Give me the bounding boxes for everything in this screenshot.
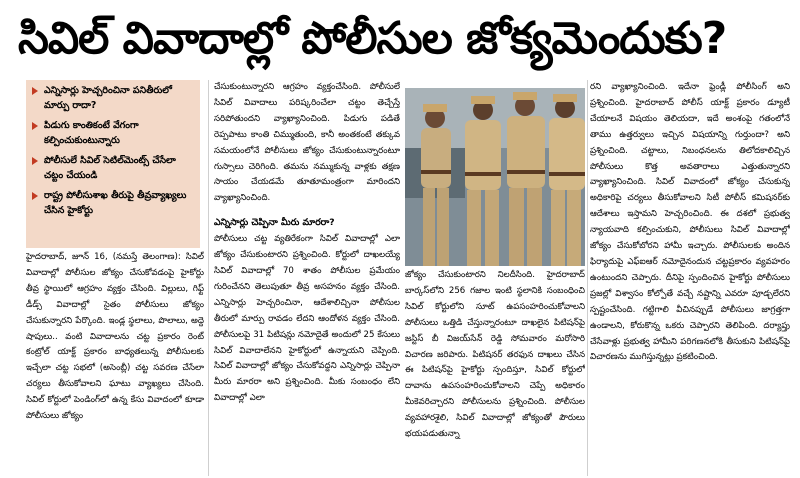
highlight-text: రాష్ట్ర పోలీసుశాఖ తీరుపై తీవ్రవ్యాఖ్యలు చేసిన హైకోర్టు [44,190,187,216]
column-divider [587,80,588,476]
column-divider [208,80,209,476]
highlight-text: ఎన్నిసార్లు హెచ్చరించినా పనితీరులో మార్పు రాదా? [44,85,172,111]
article-paragraph: పోలీసులు చట్ట వ్యతిరేకంగా సివిల్ వివాదాల్లో ఎలా జోక్యం చేసుకుంటారని ప్రశ్నించింది. కోర్టులో దాఖలయ్యే సివిల్ వివాదాల్లో 70 శాతం పోలీసుల ప్రమేయం గురించేనని తెలుపుతూ తీవ్ర అసహనం వ్యక్తం చేసింది. ఎన్నిసార్లు హెచ్చరించినా, ఆదేశాలిచ్చినా పోలీసుల తీరులో మార్పు రావడం లేదని ఆందోళన వ్యక్తం చేసింది. పోలీసులపై 31 పిటిషన్లు నమోదైతే అందులో 25 కేసులు సివిల్ వివాదాలేనని హైకోర్టులో ఉన్నాయని చెప్పింది. సివిల్ వివాదాల్లో జోక్యం చేసుకోవద్దని ఎన్నిసార్లు చెప్పినా మీరు మారరా అని ప్రశ్నించింది. మీకు సంబంధం లేని వివాదాల్లో ఎలా [214,234,400,404]
article-paragraph: చేసుకుంటున్నారని ఆగ్రహం వ్యక్తంచేసింది. పోలీసులే సివిల్ వివాదాలు పరిష్కరించేలా చట్టం తెచ్చేస్తే సరిపోతుందని వ్యాఖ్యానించింది. పిడుగు పడితే రెప్పపాటు కాంతి చిమ్ముతుంది, కానీ అంతకంటే తక్కువ సమయంలోనే పోలీసులు జోక్యం చేసుకుంటున్నారంటూ గుస్సాలు చెరిగింది. తమను నమ్ముకున్న వాళ్లకు తక్షణ సాయం చేయడమే తూతూమంత్రంగా మారిందని వ్యాఖ్యానించింది. [214,82,400,204]
highlights-box [26,80,200,248]
article-paragraph: హైదరాబాద్, జూన్ 16, (నమస్తే తెలంగాణ): సివిల్ వివాదాల్లో పోలీసుల జోక్యం చేసుకోవడంపై హైకోర్టు తీవ్ర స్థాయిలో ఆగ్రహం వ్యక్తం చేసింది. విల్లులు, గిఫ్ట్ డీడ్స్ వివాదాల్లో సైతం పోలీసులు జోక్యం చేసుకున్నారని పేర్కొంది. ఇండ్ల స్థలాలు, పొలాలు, అద్దె షాపులు.. వంటి వివాదాలను చట్ట ప్రకారం రెంట్ కంట్రోల్ యాక్ట్ ప్రకారం బాధ్యతలున్న పోలీసులకు ఇచ్చేలా చట్ట సభలో (అసెంబ్లీ) చట్ట సవరణ చేసేలా చర్యలు తీసుకోవాలని ఘాటు వ్యాఖ్యలు చేసింది. సివిల్ కోర్టులో పెండింగ్‌లో ఉన్న కేసు వివాదంలో కూడా పోలీసులు జోక్యం [26,252,204,422]
bullet-arrow-icon [32,192,38,200]
highlight-item [26,150,200,185]
police-photo [405,88,585,266]
highlight-text: పిడుగు కాంతికంటే వేగంగా కల్పించుకుంటున్నారు [44,120,139,146]
highlight-text: పోలీసులే సివిల్ సెటిల్‌మెంట్స్ చేసేలా చట్టం చేయండి [44,155,176,181]
article-subheading: ఎన్నిసార్లు చెప్పినా మీరు మారరా? [214,217,335,229]
article-paragraph: జోక్యం చేసుకుంటారని నిలదీసింది. హైదరాబాద్ బార్కస్‌లోని 256 గజాల ఇంటి స్థలానికి సంబంధించి సివిల్ కోర్టులోని సూట్ ఉపసంహరించుకోవాలని పోలీసులు ఒత్తిడి చేస్తున్నారంటూ దాఖలైన పిటిషన్‌పై జస్టిస్ బీ విజయ్‌సేన్ రెడ్డి సోమవారం మరోసారి విచారణ జరిపారు. పిటిషనర్ తరఫున దాఖలు చేసిన ఈ పిటిషన్‌పై హైకోర్టు స్పందిస్తూ, సివిల్ కోర్టులో దావాను ఉపసంహరించుకోవాలని చెప్పే అధికారం మీకెవరిచ్చారని పోలీసులను ప్రశ్నించింది. పోలీసుల వ్యవహారశైలి, సివిల్ వివాదాల్లో జోక్యంతో పౌరులు భయపడుతున్నా [405,270,585,440]
highlight-item [26,185,200,220]
headline: సివిల్ వివాదాల్లో పోలీసుల జోక్యమెందుకు? [18,13,727,64]
bullet-arrow-icon [32,87,38,95]
bullet-arrow-icon [32,157,38,165]
article-column-2 [214,80,400,476]
article-column-1 [26,250,204,476]
article-column-3 [405,268,585,476]
article-column-4 [590,80,790,476]
bullet-arrow-icon [32,122,38,130]
highlight-item [26,115,200,150]
article-paragraph: రని వ్యాఖ్యానించింది. ఇదేనా ఫ్రెండ్లీ పోలీసింగ్ అని ప్రశ్నించింది. హైదరాబాద్ పోలీస్ యాక్ట్ ప్రకారం డ్యూటీ చేయాలనే విషయం తెలియదా, ఇదే అంశంపై గతంలోనే తాము ఉత్తర్వులు ఇచ్చిన విషయాన్ని గుర్తుందా? అని ప్రశ్నించింది. చట్టాలు, నిబంధనలను తిలోదకాలిచ్చిన పోలీసులు కొత్త అవతారాలు ఎత్తుతున్నారని వ్యాఖ్యానించింది. సివిల్ వివాదంలో జోక్యం చేసుకున్న అధికారిపై చర్యలు తీసుకోవాలని సిటీ పోలీస్ కమిషనర్‌కు ఆదేశాలు ఇస్తామని హెచ్చరించింది. ఈ దశలో ప్రభుత్వ న్యాయవాది కల్పించుకుని, పోలీసులు సివిల్ వివాదాల్లో జోక్యం చేసుకోబోరని హామీ ఇచ్చారు. పోలీసులకు అందిన ఫిర్యాదుపై ఎఫ్ఐఆర్ నమోదైనందున చట్టప్రకారం వ్యవహరం ఉంటుందని చెప్పారు. దీనిపై స్పందించిన హైకోర్టు పోలీసులు ప్రజల్లో విశ్వాసం కోల్పోతే వచ్చే నష్టాన్ని ఎవరూ పూడ్చలేరని స్పష్టంచేసింది. గట్టిగాలి వీచినప్పుడే పోలీసులు జాగ్రత్తగా ఉండాలని, కోరుకొన్న ఒకరు చెప్పారని తెలిపింది. దర్యాప్తు చేసేవాళ్లు ప్రభుత్వ హామీని పరిగణనలోకి తీసుకుని పిటిషన్‌పై విచారణను ముగిస్తున్నట్లు ప్రకటించింది. [590,82,790,363]
highlight-item [26,80,200,115]
